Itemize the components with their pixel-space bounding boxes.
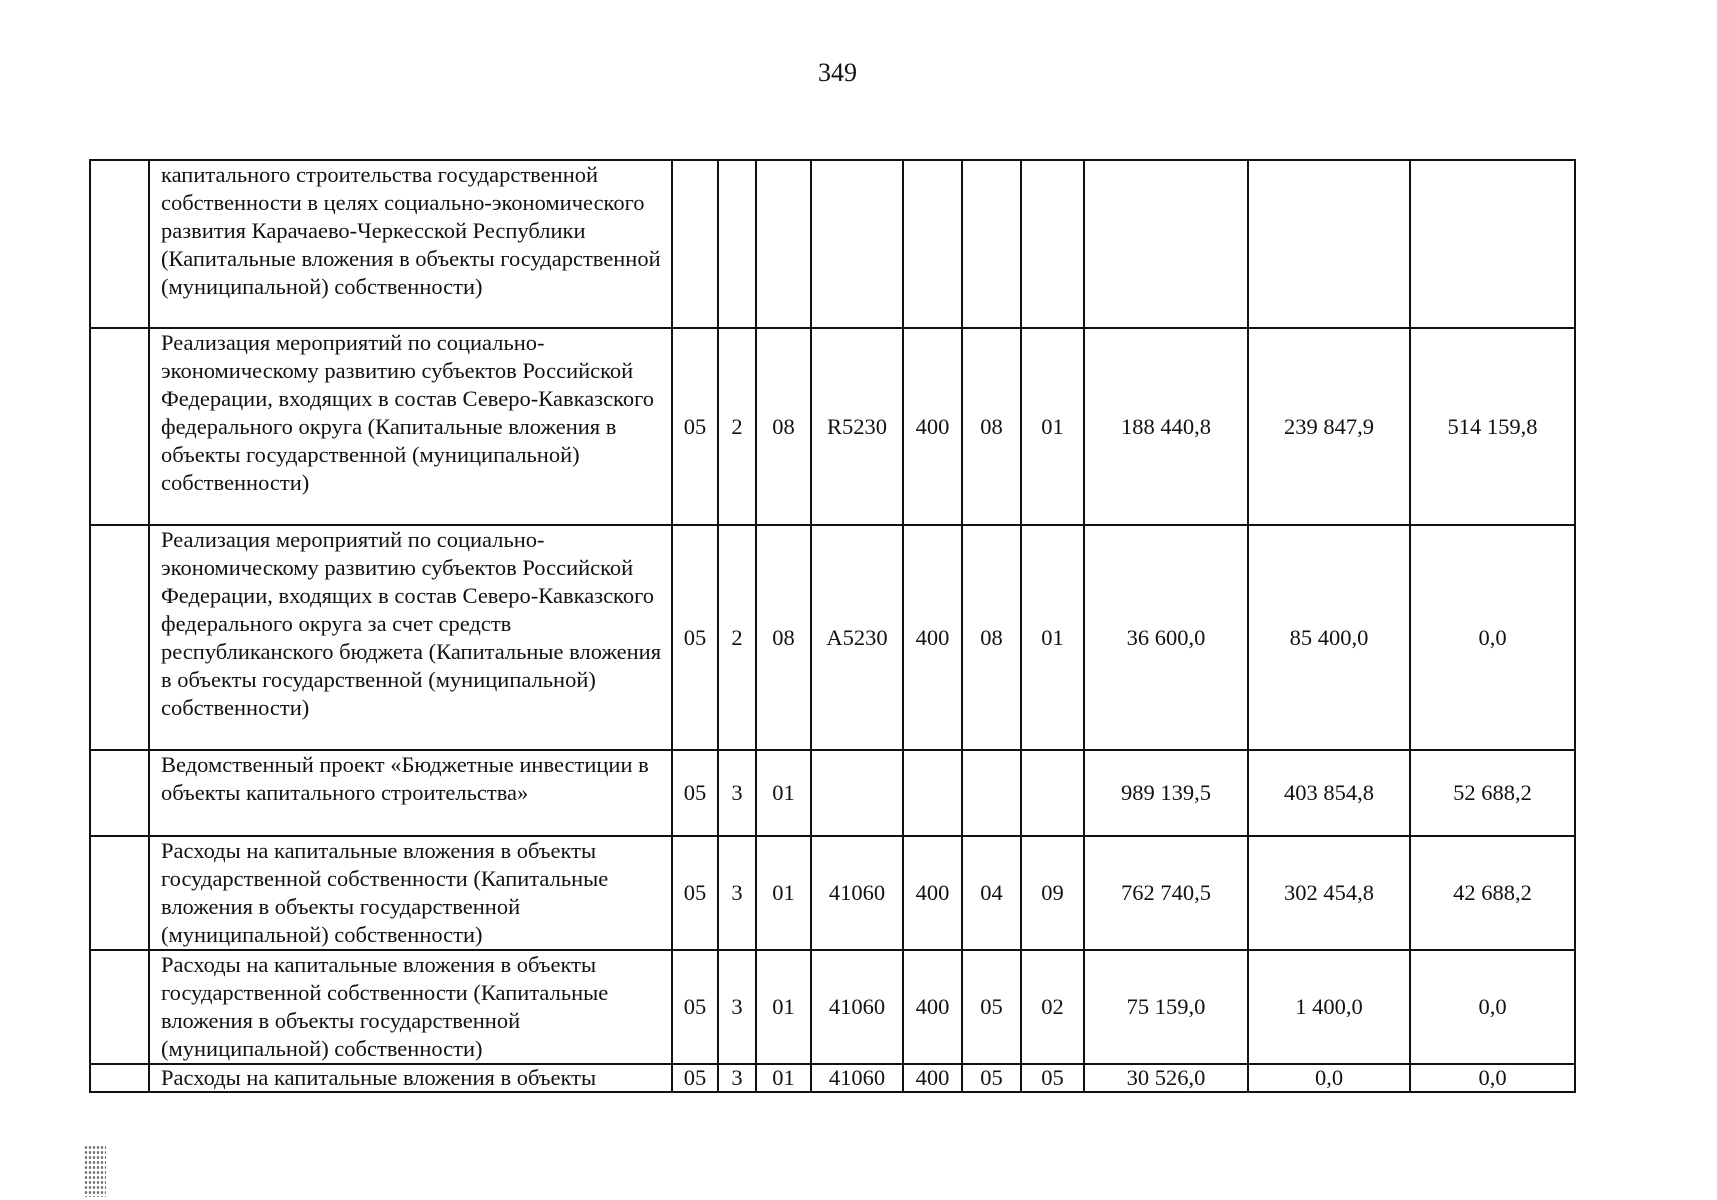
code-cell: 01: [756, 950, 811, 1064]
code-cell: 41060: [811, 1064, 903, 1092]
code-cell: 05: [672, 950, 718, 1064]
code-cell: А5230: [811, 525, 903, 750]
code-cell: 01: [1021, 328, 1084, 525]
code-cell: 400: [903, 836, 962, 950]
code-cell: 01: [756, 836, 811, 950]
code-cell: [811, 750, 903, 836]
code-cell: 400: [903, 328, 962, 525]
amount-cell: [1084, 160, 1248, 328]
code-cell: 41060: [811, 950, 903, 1064]
code-cell: 400: [903, 525, 962, 750]
code-cell: 2: [718, 525, 756, 750]
amount-cell: 403 854,8: [1248, 750, 1410, 836]
amount-cell: 30 526,0: [1084, 1064, 1248, 1092]
table-row: [90, 1064, 1575, 1092]
code-cell: 05: [672, 328, 718, 525]
amount-cell: 52 688,2: [1410, 750, 1575, 836]
code-cell: [672, 160, 718, 328]
amount-cell: 36 600,0: [1084, 525, 1248, 750]
description-cell: Ведомственный проект «Бюджетные инвестиции в объекты капитального строительства»: [149, 750, 672, 836]
description-cell: Расходы на капитальные вложения в объекты государственной собственности (Капитальные вложения в объекты государственной (муниципальной) собственности): [149, 950, 672, 1064]
table-row: [90, 328, 1575, 525]
code-cell: 3: [718, 950, 756, 1064]
table-row: [90, 750, 1575, 836]
code-cell: [903, 750, 962, 836]
code-cell: [811, 160, 903, 328]
code-cell: [718, 160, 756, 328]
amount-cell: 0,0: [1248, 1064, 1410, 1092]
amount-cell: 1 400,0: [1248, 950, 1410, 1064]
amount-cell: 514 159,8: [1410, 328, 1575, 525]
amount-cell: 0,0: [1410, 1064, 1575, 1092]
table-row: [90, 950, 1575, 1064]
description-cell: Реализация мероприятий по социально-экономическому развитию субъектов Российской Федерации, входящих в состав Северо-Кавказского федерального округа за счет средств республиканского бюджета (Капитальные вложения в объекты государственной (муниципальной) собственности): [149, 525, 672, 750]
code-cell: 3: [718, 1064, 756, 1092]
code-cell: 05: [672, 1064, 718, 1092]
code-cell: 05: [962, 950, 1021, 1064]
amount-cell: [1248, 160, 1410, 328]
code-cell: 3: [718, 836, 756, 950]
code-cell: [962, 750, 1021, 836]
index-cell: [90, 1064, 149, 1092]
description-cell: капитального строительства государственной собственности в целях социально-экономического развития Карачаево-Черкесской Республики (Капитальные вложения в объекты государственной (муниципальной) собственности): [149, 160, 672, 328]
index-cell: [90, 525, 149, 750]
amount-cell: 762 740,5: [1084, 836, 1248, 950]
code-cell: 08: [756, 525, 811, 750]
code-cell: 02: [1021, 950, 1084, 1064]
amount-cell: 188 440,8: [1084, 328, 1248, 525]
description-cell: Расходы на капитальные вложения в объекты: [149, 1064, 672, 1092]
index-cell: [90, 950, 149, 1064]
code-cell: 08: [756, 328, 811, 525]
code-cell: 08: [962, 525, 1021, 750]
index-cell: [90, 836, 149, 950]
code-cell: R5230: [811, 328, 903, 525]
amount-cell: 239 847,9: [1248, 328, 1410, 525]
index-cell: [90, 750, 149, 836]
description-cell: Расходы на капитальные вложения в объекты государственной собственности (Капитальные вложения в объекты государственной (муниципальной) собственности): [149, 836, 672, 950]
index-cell: [90, 328, 149, 525]
amount-cell: 85 400,0: [1248, 525, 1410, 750]
code-cell: 400: [903, 950, 962, 1064]
amount-cell: 989 139,5: [1084, 750, 1248, 836]
code-cell: [1021, 160, 1084, 328]
code-cell: 05: [1021, 1064, 1084, 1092]
code-cell: 04: [962, 836, 1021, 950]
code-cell: 2: [718, 328, 756, 525]
amount-cell: 42 688,2: [1410, 836, 1575, 950]
amount-cell: [1410, 160, 1575, 328]
code-cell: [756, 160, 811, 328]
table-row: [90, 836, 1575, 950]
table-row: [90, 160, 1575, 328]
code-cell: 01: [1021, 525, 1084, 750]
code-cell: 08: [962, 328, 1021, 525]
code-cell: 01: [756, 750, 811, 836]
page-number: 349: [818, 58, 857, 87]
code-cell: [903, 160, 962, 328]
code-cell: 41060: [811, 836, 903, 950]
amount-cell: 0,0: [1410, 950, 1575, 1064]
table-row: [90, 525, 1575, 750]
code-cell: 09: [1021, 836, 1084, 950]
code-cell: [1021, 750, 1084, 836]
code-cell: 05: [672, 836, 718, 950]
amount-cell: 0,0: [1410, 525, 1575, 750]
amount-cell: 75 159,0: [1084, 950, 1248, 1064]
code-cell: 05: [672, 525, 718, 750]
code-cell: 01: [756, 1064, 811, 1092]
scan-artifact: [84, 1145, 106, 1197]
code-cell: 05: [672, 750, 718, 836]
description-cell: Реализация мероприятий по социально-экономическому развитию субъектов Российской Федерации, входящих в состав Северо-Кавказского федерального округа (Капитальные вложения в объекты государственной (муниципальной) собственности): [149, 328, 672, 525]
code-cell: 400: [903, 1064, 962, 1092]
index-cell: [90, 160, 149, 328]
amount-cell: 302 454,8: [1248, 836, 1410, 950]
code-cell: 05: [962, 1064, 1021, 1092]
budget-table: [89, 159, 1576, 1093]
code-cell: 3: [718, 750, 756, 836]
code-cell: [962, 160, 1021, 328]
